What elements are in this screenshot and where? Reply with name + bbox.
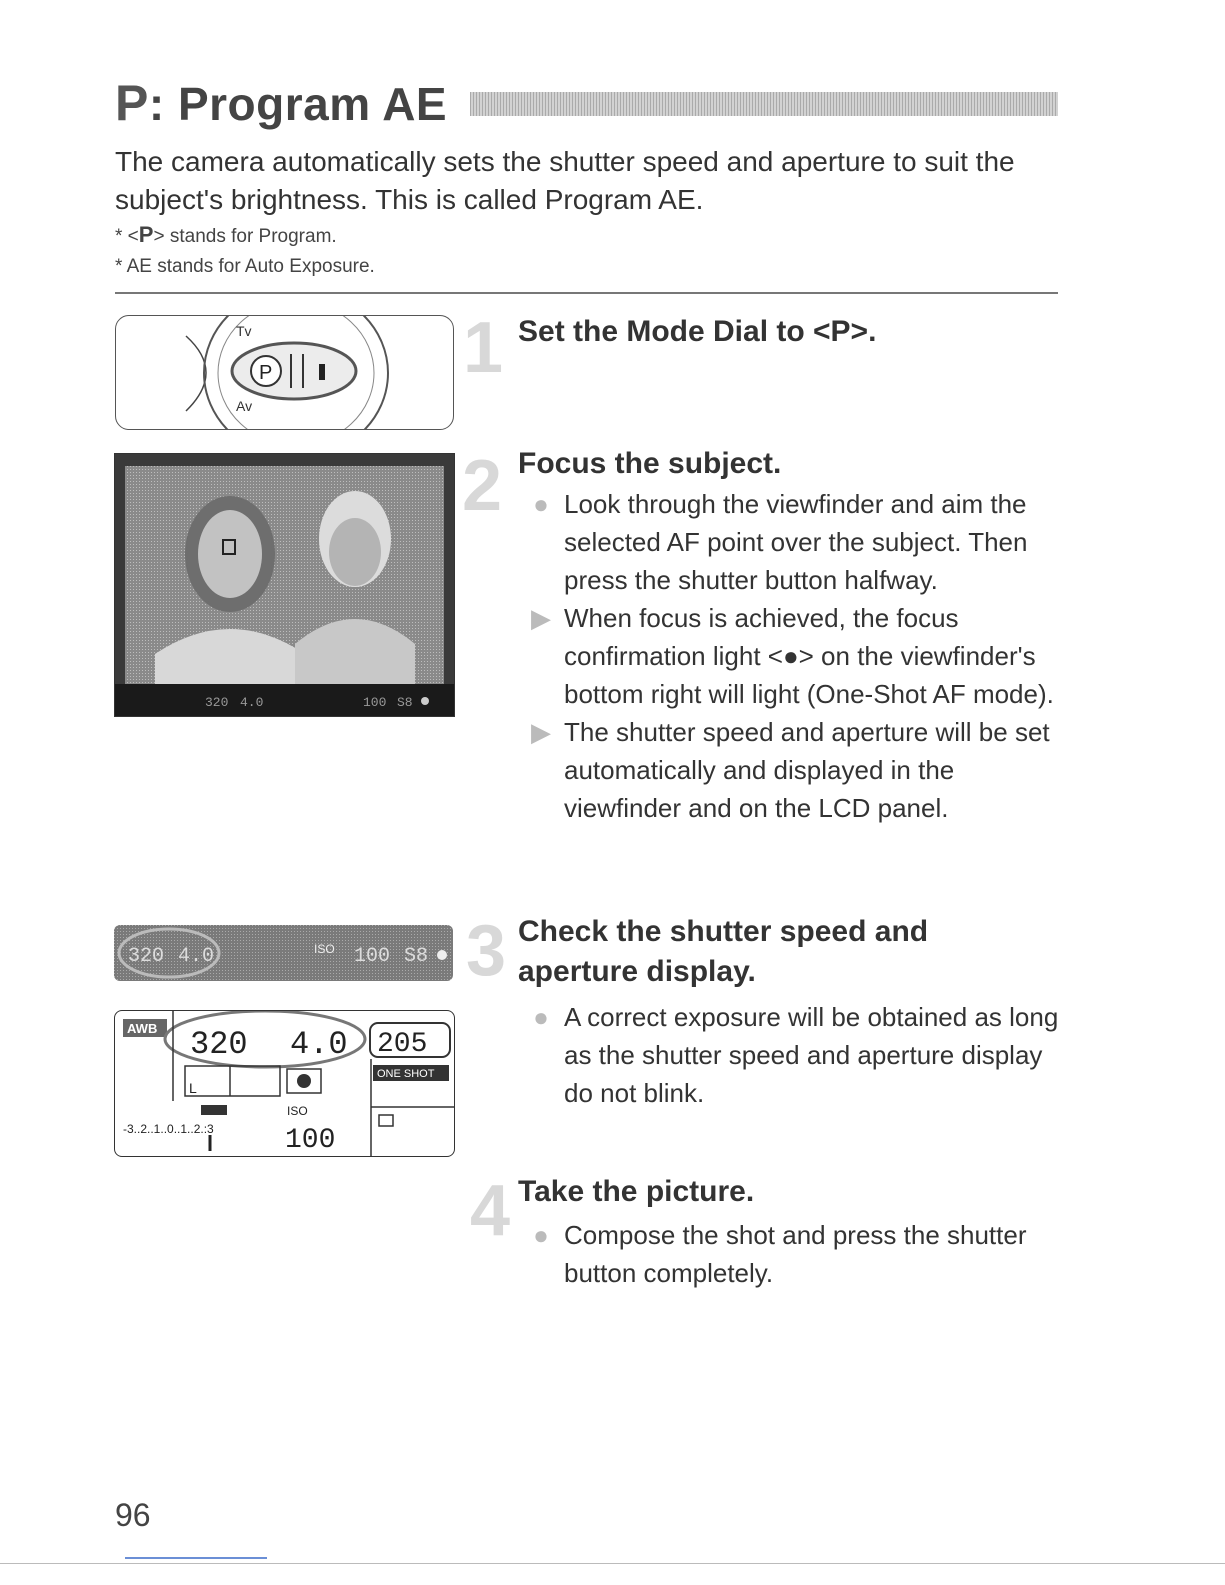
vf-shutter: 320 bbox=[205, 695, 229, 710]
title-text: : Program AE bbox=[148, 78, 448, 130]
viewfinder-photo bbox=[114, 453, 455, 717]
page-title bbox=[115, 74, 447, 132]
strip-iso: ISO bbox=[314, 942, 335, 956]
dial-label-p: P bbox=[259, 362, 273, 384]
step-2-result: ▶ When focus is achieved, the focus confirmation light <●> on the viewfinder's bottom right will light (One-Shot AF mode). bbox=[520, 599, 1060, 713]
step-2-heading: Focus the subject. bbox=[518, 447, 782, 480]
step-2-body bbox=[520, 485, 1060, 827]
step-4-bullet: ● Compose the shot and press the shutter button completely. bbox=[520, 1216, 1060, 1292]
strip-buffer: S8 bbox=[404, 945, 429, 968]
page-number: 96 bbox=[115, 1497, 151, 1533]
vf-shots: 100 bbox=[363, 695, 387, 710]
strip-shutter: 320 bbox=[128, 945, 165, 968]
lcd-af-mode: ONE SHOT bbox=[377, 1068, 435, 1080]
step-2-number: 2 bbox=[462, 446, 503, 526]
vf-buffer: S8 bbox=[397, 695, 413, 710]
lcd-iso-label: ISO bbox=[287, 1104, 308, 1118]
note-program: * <P> stands for Program. bbox=[115, 222, 337, 247]
strip-aperture: 4.0 bbox=[178, 945, 215, 968]
intro-paragraph: The camera automatically sets the shutter speed and aperture to suit the subject's brightness. This is called Program AE. bbox=[115, 146, 1015, 215]
step-2-result: ▶ The shutter speed and aperture will be set automatically and displayed in the viewfinder and on the LCD panel. bbox=[520, 713, 1060, 827]
step-3-number: 3 bbox=[466, 911, 507, 991]
dial-label-av: Av bbox=[236, 398, 253, 414]
step-4-number: 4 bbox=[470, 1171, 511, 1251]
lcd-iso-value: 100 bbox=[285, 1125, 336, 1156]
result-arrow-icon: ▶ bbox=[531, 603, 551, 633]
step-1-heading: Set the Mode Dial to <P>. bbox=[518, 315, 877, 348]
lcd-quality: L bbox=[189, 1080, 197, 1096]
step-4-heading: Take the picture. bbox=[518, 1175, 755, 1208]
bullet-dot-icon: ● bbox=[533, 1220, 549, 1250]
strip-shots: 100 bbox=[354, 945, 391, 968]
footer-rule bbox=[0, 1563, 1225, 1564]
vf-aperture: 4.0 bbox=[240, 695, 264, 710]
lcd-shots: 205 bbox=[377, 1029, 428, 1060]
mode-letter: P bbox=[115, 75, 149, 131]
viewfinder-readout-strip bbox=[114, 925, 453, 981]
section-divider bbox=[115, 292, 1058, 294]
lcd-wb: AWB bbox=[127, 1021, 158, 1036]
note-ae: * AE stands for Auto Exposure. bbox=[115, 256, 375, 277]
step-1-number: 1 bbox=[463, 308, 504, 388]
lcd-exposure-scale: -3..2..1..0..1..2.:3 bbox=[123, 1122, 214, 1136]
step-2-bullet: ● Look through the viewfinder and aim the selected AF point over the subject. Then press the shutter button halfway. bbox=[520, 485, 1060, 599]
step-3-bullet: ● A correct exposure will be obtained as long as the shutter speed and aperture display do not blink. bbox=[520, 998, 1060, 1112]
bullet-dot-icon: ● bbox=[533, 1002, 549, 1032]
step-3-heading: Check the shutter speed and aperture display. bbox=[518, 915, 929, 988]
lcd-aperture: 4.0 bbox=[290, 1026, 348, 1063]
step-4-body bbox=[520, 1216, 1060, 1292]
lcd-panel bbox=[114, 1010, 455, 1157]
bullet-dot-icon: ● bbox=[533, 489, 549, 519]
dial-label-tv: Tv bbox=[236, 323, 252, 339]
step-3-body bbox=[520, 998, 1060, 1112]
lcd-shutter: 320 bbox=[190, 1026, 248, 1063]
title-decoration-bar bbox=[470, 92, 1058, 116]
result-arrow-icon: ▶ bbox=[531, 717, 551, 747]
footer-link-underline[interactable] bbox=[125, 1557, 267, 1559]
mode-dial-figure bbox=[115, 315, 454, 430]
